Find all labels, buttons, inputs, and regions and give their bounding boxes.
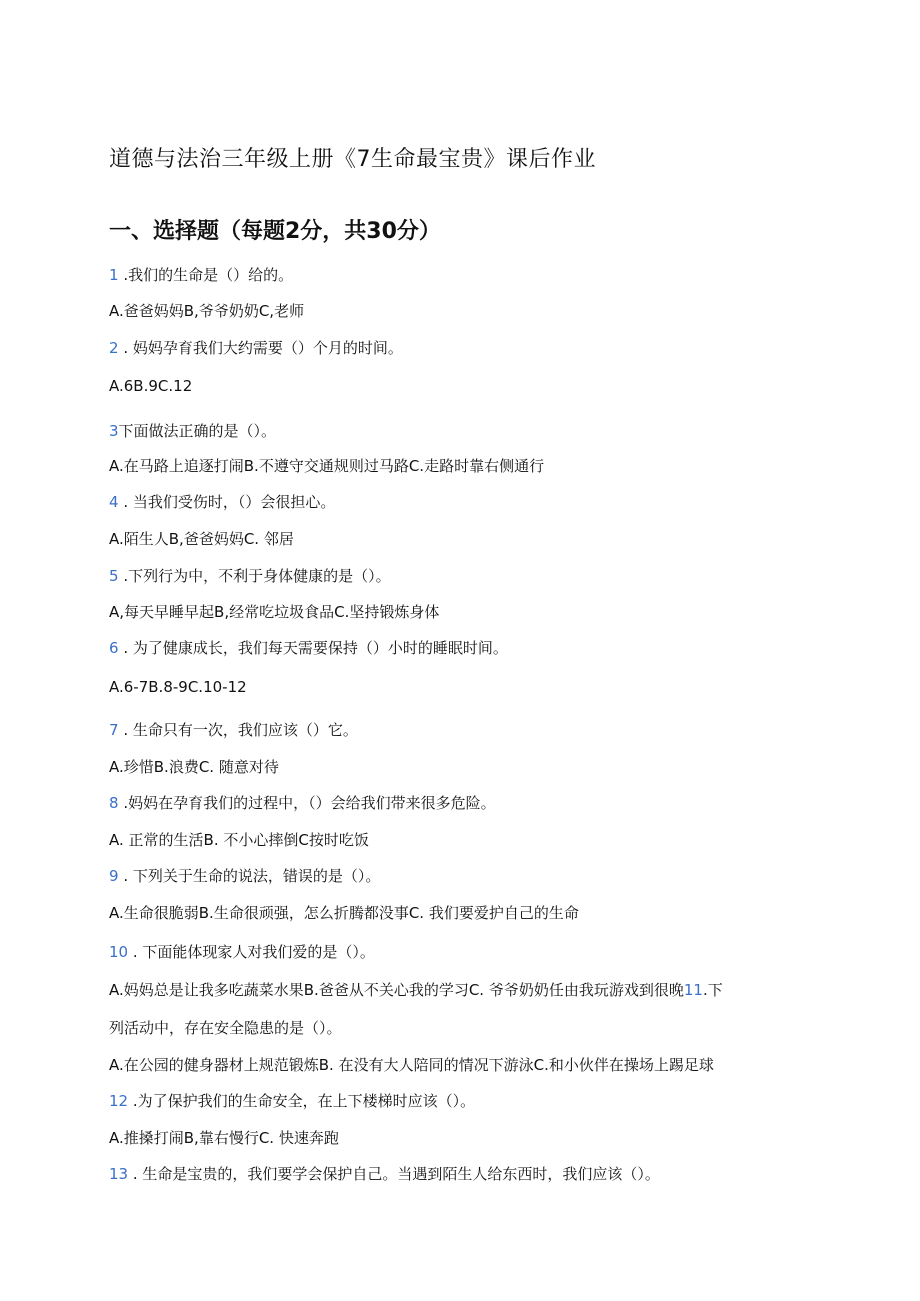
- question-number: 12: [109, 1092, 129, 1110]
- question-text: .我们的生命是（）给的。: [118, 266, 294, 284]
- question-11-options: A.在公园的健身器材上规范锻炼B. 在没有大人陪同的情况下游泳C.和小伙伴在操场上踢足球: [109, 1056, 714, 1074]
- document-title: 道德与法治三年级上册《7生命最宝贵》课后作业: [109, 147, 596, 172]
- question-1-options: A.爸爸妈妈B,爷爷奶奶C,老师: [109, 302, 305, 320]
- question-text: . 生命是宝贵的，我们要学会保护自己。当遇到陌生人给东西时，我们应该（）。: [128, 1165, 660, 1183]
- question-text: . 下面能体现家人对我们爱的是（）。: [128, 943, 375, 961]
- question-11: 列活动中，存在安全隐患的是（）。: [109, 1019, 342, 1037]
- question-6: [109, 638, 508, 658]
- question-text: . 妈妈孕育我们大约需要（）个月的时间。: [118, 339, 403, 357]
- section-heading: 一、选择题（每题2分，共30分）: [109, 219, 441, 244]
- question-12: [109, 1091, 475, 1111]
- question-number: 8: [109, 794, 119, 812]
- question-text: . 为了健康成长，我们每天需要保持（）小时的睡眠时间。: [118, 639, 508, 657]
- question-1: [109, 265, 293, 285]
- question-6-options: A.6-7B.8-9C.10-12: [109, 678, 247, 696]
- question-7: [109, 720, 358, 740]
- question-7-options: A.珍惜B.浪费C. 随意对待: [109, 758, 279, 776]
- question-10-options-text: A.妈妈总是让我多吃蔬菜水果B.爸爸从不关心我的学习C. 爷爷奶奶任由我玩游戏到很晚: [109, 981, 684, 999]
- question-number: 4: [109, 493, 119, 511]
- question-number: 6: [109, 639, 119, 657]
- question-number: 11: [683, 981, 703, 999]
- question-5-options: A,每天早睡早起B,经常吃垃圾食品C.坚持锻炼身体: [109, 603, 440, 621]
- question-3-options: A.在马路上追逐打闹B.不遵守交通规则过马路C.走路时靠右侧通行: [109, 457, 545, 475]
- question-5: [109, 566, 391, 586]
- question-text: . 当我们受伤时，（）会很担心。: [118, 493, 336, 511]
- question-4-options: A.陌生人B,爸爸妈妈C. 邻居: [109, 530, 294, 548]
- question-text: .下列行为中，不利于身体健康的是（）。: [118, 567, 391, 585]
- question-8-options: A. 正常的生活B. 不小心摔倒C按时吃饭: [109, 831, 369, 849]
- question-number: 7: [109, 721, 119, 739]
- question-number: 13: [109, 1165, 129, 1183]
- question-2: [109, 338, 403, 358]
- question-text: . 生命只有一次，我们应该（）它。: [118, 721, 358, 739]
- question-9: [109, 866, 380, 886]
- question-number: 1: [109, 266, 119, 284]
- question-10: [109, 942, 375, 962]
- question-number: 3: [109, 422, 119, 440]
- question-13: [109, 1164, 660, 1184]
- question-9-options: A.生命很脆弱B.生命很顽强，怎么折腾都没事C. 我们要爱护自己的生命: [109, 904, 579, 922]
- question-10-options: [109, 980, 723, 1000]
- question-text: 下面做法正确的是（）。: [118, 422, 277, 440]
- question-number: 10: [109, 943, 129, 961]
- question-number: 5: [109, 567, 119, 585]
- question-8: [109, 793, 496, 813]
- question-number: 9: [109, 867, 119, 885]
- question-11-text-head: .下: [702, 981, 723, 999]
- question-text: . 下列关于生命的说法，错误的是（）。: [118, 867, 381, 885]
- question-3: [109, 421, 276, 441]
- question-12-options: A.推搡打闹B,靠右慢行C. 快速奔跑: [109, 1129, 339, 1147]
- question-2-options: A.6B.9C.12: [109, 377, 193, 395]
- question-text: .为了保护我们的生命安全，在上下楼梯时应该（）。: [128, 1092, 476, 1110]
- question-text: .妈妈在孕育我们的过程中，（）会给我们带来很多危险。: [118, 794, 496, 812]
- question-4: [109, 492, 335, 512]
- question-number: 2: [109, 339, 119, 357]
